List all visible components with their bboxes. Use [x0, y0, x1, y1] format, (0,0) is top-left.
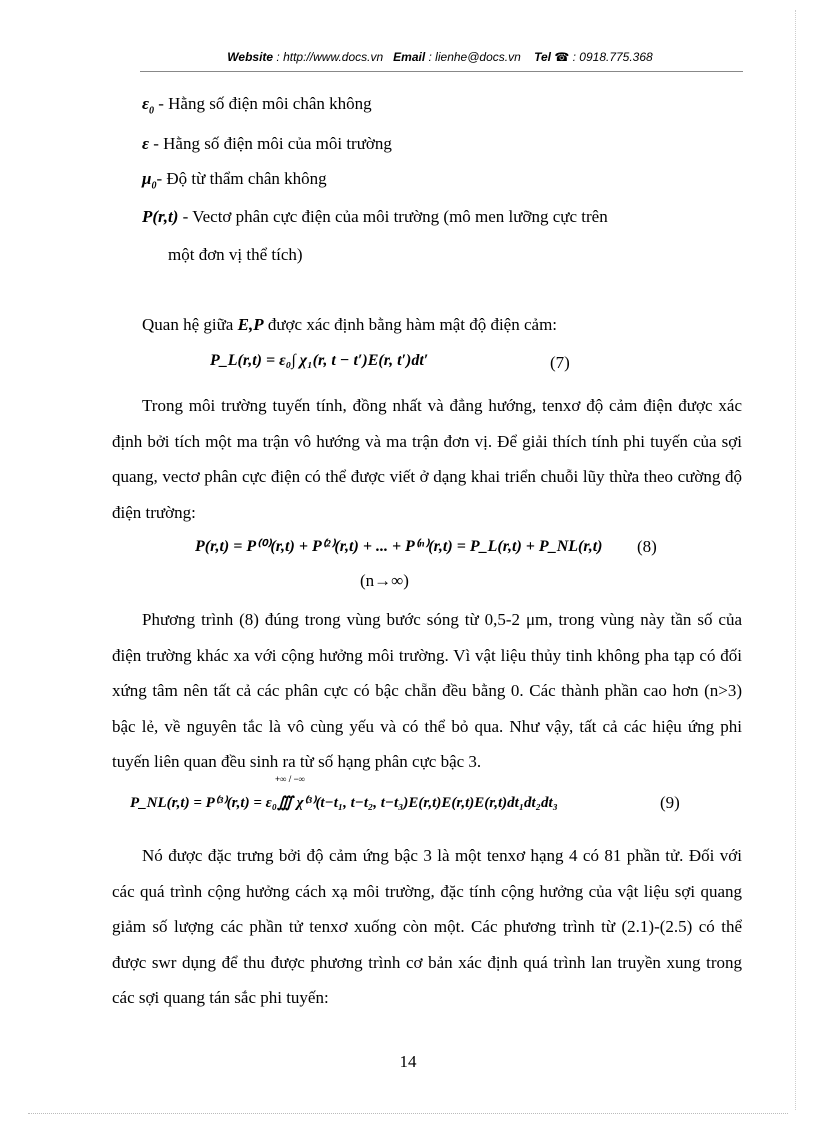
tel-label: Tel ☎: [534, 50, 570, 64]
header-divider: [140, 71, 743, 72]
page-bottom-border: [28, 1113, 788, 1114]
paragraph-linear-medium: Trong môi trường tuyến tính, đồng nhất và đẳng hướng, tenxơ độ cảm điện được xác định bởi tích một ma trận vô hướng và ma trận đơn vị. Để giải thích tính phi tuyến của sợi quang, vectơ phân cực điện có thể được viết ở dạng khai triển chuỗi lũy thừa theo cường độ điện trường:: [112, 396, 742, 522]
equation-8-condition: (n→∞): [360, 571, 409, 590]
page-right-border: [795, 10, 796, 1110]
definition-symbol: $\varepsilon_0$: [142, 94, 154, 117]
equation-9-limits: +∞ / −∞: [275, 774, 306, 784]
website-label: Website: [227, 50, 274, 64]
equation-9: P_NL(r,t) = P⁽³⁾(r,t) = ε₀∭ χ⁽³⁾(t−t₁, t−t₂, t−t₃)E(r,t)E(r,t)E(r,t)dt₁dt₂dt₃: [130, 795, 558, 811]
relation-symbols: E,P: [237, 315, 264, 334]
definition-continuation: một đơn vị thể tích): [168, 245, 303, 264]
definition-text: - Hằng số điện môi của môi trường: [148, 134, 392, 153]
relation-intro: Quan hệ giữa E,P được xác định bằng hàm mật độ điện cảm:: [142, 315, 558, 334]
equation-7: P_L(r,t) = ε₀∫ χ₁(r, t − t′)E(r, t′)dt′: [210, 352, 429, 369]
definition-symbol: $\mu_0$: [142, 169, 157, 192]
email-link[interactable]: : lienhe@docs.vn: [428, 50, 521, 64]
paragraph-wavelength: Phương trình (8) đúng trong vùng bước sóng từ 0,5-2 μm, trong vùng này tần số của điện trường khác xa với cộng hưởng môi trường. Vì vật liệu thủy tinh không pha tạp có đối xứng tâm nên tất cả các phân cực có bậc chẵn đều bằng 0. Các thành phần cao hơn (n>3) bậc lẻ, về nguyên tắc là vô cùng yếu và có thể bỏ qua. Như vậy, tất cả các hiệu ứng phi tuyến liên quan đều sinh ra từ số hạng phân cực bậc 3.: [112, 610, 742, 771]
definition-epsilon: [142, 134, 392, 156]
equation-8-number: (8): [637, 537, 657, 556]
definition-text: - Vectơ phân cực điện của môi trường (mô men lưỡng cực trên: [178, 207, 608, 226]
equation-7-number: (7): [550, 353, 570, 372]
definition-symbol: ε: [142, 134, 149, 153]
website-link[interactable]: : http://www.docs.vn: [276, 50, 384, 64]
definition-polarization: [142, 207, 608, 227]
definition-symbol: P(r,t): [142, 207, 179, 226]
equation-9-number: (9): [660, 793, 680, 812]
definition-text: - Độ từ thẩm chân không: [156, 169, 327, 188]
email-label: Email: [393, 50, 426, 64]
definition-epsilon0: [142, 94, 372, 116]
page-header: [140, 50, 740, 64]
definition-text: - Hằng số điện môi chân không: [153, 94, 372, 113]
equation-8: P(r,t) = P⁽⁰⁾(r,t) + P⁽²⁾(r,t) + ... + P⁽ⁿ⁾(r,t) = P_L(r,t) + P_NL(r,t): [195, 538, 603, 555]
tel-value: : 0918.775.368: [572, 50, 653, 64]
definition-mu0: [142, 169, 327, 191]
paragraph-susceptibility: Nó được đặc trưng bởi độ cảm ứng bậc 3 là một tenxơ hạng 4 có 81 phần tử. Đối với các quá trình cộng hưởng cách xạ môi trường, đặc tính cộng hưởng của vật liệu sợi quang giảm số lượng các phần tử tenxơ xuống còn một. Các phương trình từ (2.1)-(2.5) có thể được swr dụng để thu được phương trình cơ bản xác định quá trình lan truyền xung trong các sợi quang tán sắc phi tuyến:: [112, 846, 742, 1007]
page-number: 14: [399, 1052, 417, 1071]
